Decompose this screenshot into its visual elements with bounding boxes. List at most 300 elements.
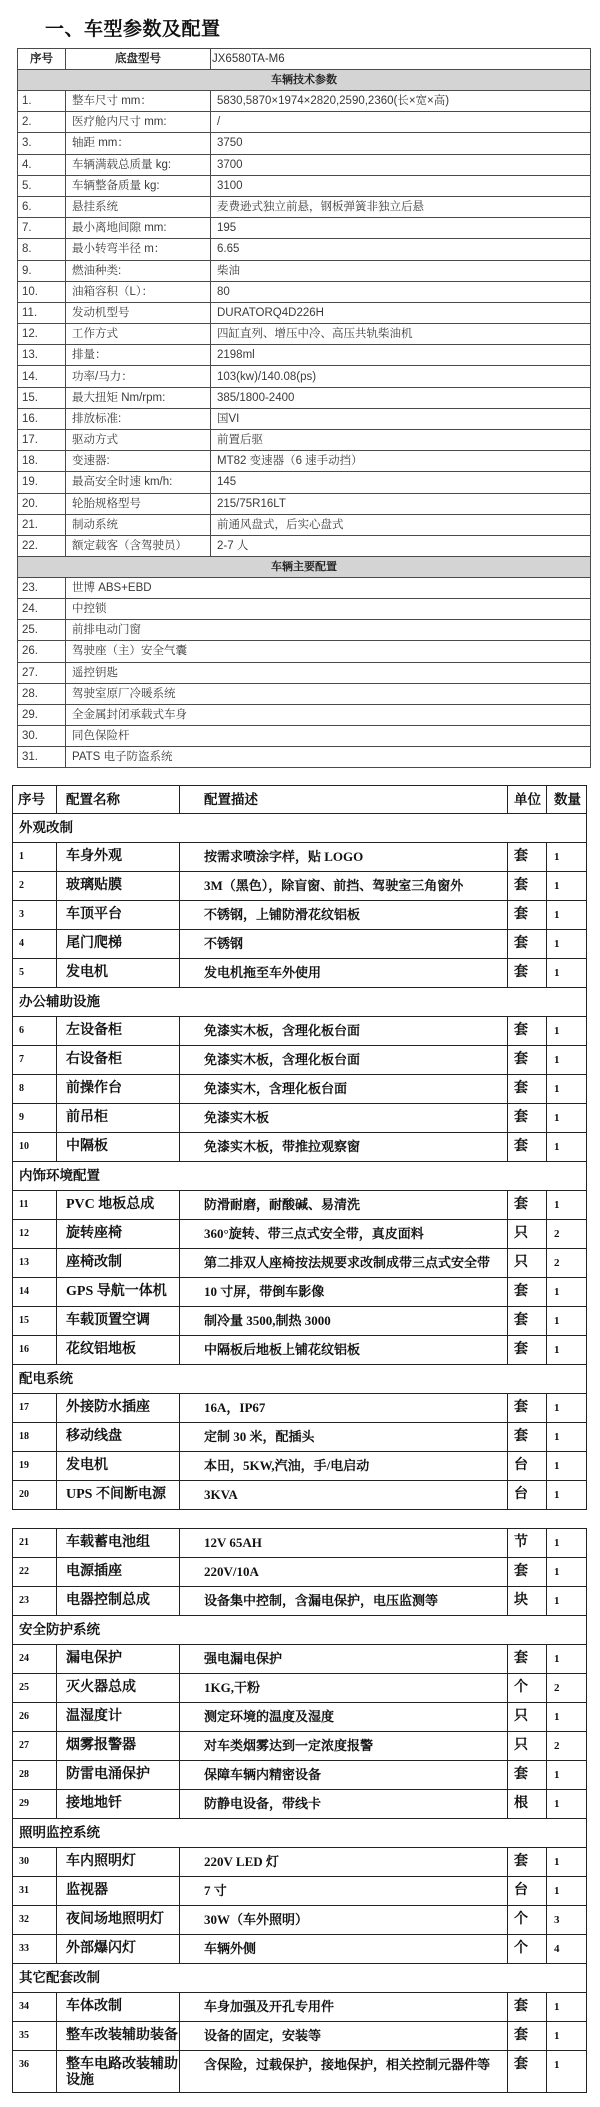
item-description: 防静电设备，带线卡 [180, 1790, 508, 1819]
spec-row [18, 725, 591, 746]
param-name: 排量： [66, 345, 211, 366]
row-number: 23. [18, 578, 66, 599]
column-header-no: 序号 [13, 786, 57, 814]
chassis-model-value: JX6580TA-M6 [211, 49, 591, 70]
row-number: 19. [18, 472, 66, 493]
config-row [13, 901, 587, 930]
row-number: 5. [18, 175, 66, 196]
section-header-row [18, 70, 591, 91]
row-number: 17. [18, 430, 66, 451]
column-header-quantity: 数量 [547, 786, 587, 814]
config-table-body [13, 786, 587, 1510]
config-row [13, 1075, 587, 1104]
param-name: 车辆整备质量 kg: [66, 175, 211, 196]
item-quantity: 1 [547, 1645, 587, 1674]
row-number: 11 [13, 1191, 57, 1220]
item-name: 电源插座 [57, 1558, 180, 1587]
feature-name: PATS 电子防盗系统 [66, 746, 591, 767]
item-description: 发电机拖至车外使用 [180, 959, 508, 988]
row-number: 18. [18, 451, 66, 472]
feature-name: 同色保险杆 [66, 725, 591, 746]
param-value: DURATORQ4D226H [211, 302, 591, 323]
item-quantity: 1 [547, 1394, 587, 1423]
item-quantity: 1 [547, 1278, 587, 1307]
config-row [13, 1790, 587, 1819]
item-unit: 套 [508, 2022, 547, 2051]
item-quantity: 1 [547, 959, 587, 988]
config-row [13, 959, 587, 988]
item-description: 10 寸屏，带倒车影像 [180, 1278, 508, 1307]
item-quantity: 1 [547, 1481, 587, 1510]
item-description: 16A，IP67 [180, 1394, 508, 1423]
item-description: 免漆实木板，含理化板台面 [180, 1046, 508, 1075]
row-number: 6. [18, 196, 66, 217]
item-name: 温湿度计 [57, 1703, 180, 1732]
item-unit: 套 [508, 1017, 547, 1046]
group-title: 照明监控系统 [13, 1819, 587, 1848]
spec-row [18, 133, 591, 154]
param-value: 国VI [211, 408, 591, 429]
section-header-row [18, 557, 591, 578]
item-name: 前吊柜 [57, 1104, 180, 1133]
param-name: 轴距 mm： [66, 133, 211, 154]
item-unit: 套 [508, 1075, 547, 1104]
feature-name: 遥控钥匙 [66, 662, 591, 683]
item-name: 发电机 [57, 959, 180, 988]
param-value: 145 [211, 472, 591, 493]
item-unit: 套 [508, 1336, 547, 1365]
row-number: 24. [18, 599, 66, 620]
config-row [13, 1307, 587, 1336]
row-number: 18 [13, 1423, 57, 1452]
group-header-row [13, 814, 587, 843]
spec-row [18, 578, 591, 599]
item-description: 制冷量 3500,制热 3000 [180, 1307, 508, 1336]
row-number: 27 [13, 1732, 57, 1761]
feature-name: 世博 ABS+EBD [66, 578, 591, 599]
config-row [13, 1191, 587, 1220]
row-number: 15 [13, 1307, 57, 1336]
config-row [13, 1220, 587, 1249]
item-quantity: 3 [547, 1906, 587, 1935]
config-row [13, 1674, 587, 1703]
item-unit: 套 [508, 959, 547, 988]
item-name: 车顶平台 [57, 901, 180, 930]
item-quantity: 1 [547, 1075, 587, 1104]
item-quantity: 1 [547, 1529, 587, 1558]
item-unit: 根 [508, 1790, 547, 1819]
config-row [13, 1761, 587, 1790]
item-description: 本田，5KW,汽油，手/电启动 [180, 1452, 508, 1481]
item-description: 按需求喷涂字样，贴 LOGO [180, 843, 508, 872]
row-number: 29. [18, 704, 66, 725]
group-header-row [13, 1616, 587, 1645]
row-number: 4 [13, 930, 57, 959]
config-row [13, 1935, 587, 1964]
item-unit: 只 [508, 1249, 547, 1278]
feature-name: 驾驶室原厂冷暖系统 [66, 683, 591, 704]
spec-row [18, 683, 591, 704]
row-number: 16. [18, 408, 66, 429]
item-quantity: 1 [547, 1046, 587, 1075]
spec-row [18, 493, 591, 514]
spec-row [18, 366, 591, 387]
config-table-part-1 [12, 785, 587, 1510]
item-name: GPS 导航一体机 [57, 1278, 180, 1307]
config-row [13, 1249, 587, 1278]
param-name: 油箱容积（L）： [66, 281, 211, 302]
config-row [13, 1703, 587, 1732]
item-name: 尾门爬梯 [57, 930, 180, 959]
config-row [13, 930, 587, 959]
item-quantity: 1 [547, 930, 587, 959]
row-number: 9. [18, 260, 66, 281]
item-quantity: 2 [547, 1732, 587, 1761]
item-name: 整车电路改装辅助设施 [57, 2051, 180, 2093]
param-name: 最高安全时速 km/h: [66, 472, 211, 493]
row-number: 31 [13, 1877, 57, 1906]
item-quantity: 1 [547, 872, 587, 901]
config-row [13, 1452, 587, 1481]
item-unit: 只 [508, 1220, 547, 1249]
row-number: 12 [13, 1220, 57, 1249]
item-quantity: 1 [547, 1703, 587, 1732]
param-value: MT82 变速器（6 速手动挡） [211, 451, 591, 472]
item-unit: 套 [508, 1307, 547, 1336]
column-header-chassis: 底盘型号 [66, 49, 211, 70]
spec-row [18, 514, 591, 535]
item-unit: 只 [508, 1732, 547, 1761]
item-name: 车体改制 [57, 1993, 180, 2022]
spec-row [18, 345, 591, 366]
config-row [13, 1877, 587, 1906]
item-name: 防雷电涌保护 [57, 1761, 180, 1790]
row-number: 8 [13, 1075, 57, 1104]
row-number: 31. [18, 746, 66, 767]
item-unit: 套 [508, 843, 547, 872]
spec-row [18, 112, 591, 133]
row-number: 22 [13, 1558, 57, 1587]
item-description: 免漆实木，含理化板台面 [180, 1075, 508, 1104]
group-header-row [13, 1162, 587, 1191]
spec-row [18, 662, 591, 683]
row-number: 20. [18, 493, 66, 514]
group-title: 办公辅助设施 [13, 988, 587, 1017]
spec-row [18, 218, 591, 239]
spec-row [18, 175, 591, 196]
spec-row [18, 281, 591, 302]
row-number: 11. [18, 302, 66, 323]
spec-row [18, 620, 591, 641]
row-number: 16 [13, 1336, 57, 1365]
item-unit: 个 [508, 1935, 547, 1964]
row-number: 21. [18, 514, 66, 535]
item-unit: 套 [508, 1645, 547, 1674]
config-row [13, 1529, 587, 1558]
column-header-description: 配置描述 [180, 786, 508, 814]
spec-row [18, 746, 591, 767]
param-value: 103(kw)/140.08(ps) [211, 366, 591, 387]
item-quantity: 1 [547, 1790, 587, 1819]
item-quantity: 1 [547, 1761, 587, 1790]
item-name: 右设备柜 [57, 1046, 180, 1075]
item-quantity: 1 [547, 1423, 587, 1452]
item-description: 3M（黑色），除盲窗、前挡、驾驶室三角窗外 [180, 872, 508, 901]
item-quantity: 1 [547, 1993, 587, 2022]
item-name: 烟雾报警器 [57, 1732, 180, 1761]
param-name: 功率/马力： [66, 366, 211, 387]
row-number: 8. [18, 239, 66, 260]
column-header-no: 序号 [18, 49, 66, 70]
spec-row [18, 324, 591, 345]
row-number: 30. [18, 725, 66, 746]
item-unit: 套 [508, 1046, 547, 1075]
spec-row [18, 535, 591, 556]
item-name: UPS 不间断电源 [57, 1481, 180, 1510]
row-number: 35 [13, 2022, 57, 2051]
row-number: 17 [13, 1394, 57, 1423]
param-name: 制动系统 [66, 514, 211, 535]
row-number: 9 [13, 1104, 57, 1133]
param-value: 四缸直列、增压中冷、高压共轨柴油机 [211, 324, 591, 345]
item-quantity: 1 [547, 1452, 587, 1481]
item-unit: 套 [508, 1423, 547, 1452]
row-number: 1. [18, 91, 66, 112]
item-name: 接地地钎 [57, 1790, 180, 1819]
spec-header-row [18, 49, 591, 70]
param-name: 变速器: [66, 451, 211, 472]
item-unit: 套 [508, 1848, 547, 1877]
spec-row [18, 704, 591, 725]
row-number: 21 [13, 1529, 57, 1558]
param-value: 前通风盘式，后实心盘式 [211, 514, 591, 535]
item-description: 第二排双人座椅按法规要求改制成带三点式安全带 [180, 1249, 508, 1278]
item-unit: 套 [508, 1394, 547, 1423]
row-number: 2. [18, 112, 66, 133]
spec-row [18, 154, 591, 175]
row-number: 15. [18, 387, 66, 408]
column-header-unit: 单位 [508, 786, 547, 814]
param-value: 麦费逊式独立前悬，钢板弹簧非独立后悬 [211, 196, 591, 217]
param-name: 医疗舱内尺寸 mm: [66, 112, 211, 133]
item-unit: 套 [508, 1993, 547, 2022]
row-number: 26 [13, 1703, 57, 1732]
item-description: 车身加强及开孔专用件 [180, 1993, 508, 2022]
item-name: 玻璃贴膜 [57, 872, 180, 901]
param-name: 额定载客（含驾驶员） [66, 535, 211, 556]
param-value: 385/1800-2400 [211, 387, 591, 408]
param-value: 3100 [211, 175, 591, 196]
row-number: 33 [13, 1935, 57, 1964]
row-number: 29 [13, 1790, 57, 1819]
spec-row [18, 387, 591, 408]
config-row [13, 1046, 587, 1075]
row-number: 36 [13, 2051, 57, 2093]
spec-row [18, 260, 591, 281]
item-description: 车辆外侧 [180, 1935, 508, 1964]
item-name: 前操作台 [57, 1075, 180, 1104]
param-name: 发动机型号 [66, 302, 211, 323]
item-name: 整车改装辅助装备 [57, 2022, 180, 2051]
item-quantity: 1 [547, 1307, 587, 1336]
item-name: 外接防水插座 [57, 1394, 180, 1423]
item-name: 漏电保护 [57, 1645, 180, 1674]
row-number: 27. [18, 662, 66, 683]
group-header-row [13, 1819, 587, 1848]
item-unit: 套 [508, 1558, 547, 1587]
row-number: 3. [18, 133, 66, 154]
param-name: 工作方式 [66, 324, 211, 345]
row-number: 13. [18, 345, 66, 366]
config-row [13, 1732, 587, 1761]
config-row [13, 1848, 587, 1877]
item-quantity: 1 [547, 2022, 587, 2051]
group-title: 内饰环境配置 [13, 1162, 587, 1191]
item-unit: 套 [508, 872, 547, 901]
config-table-body [13, 1529, 587, 2093]
item-name: 车身外观 [57, 843, 180, 872]
config-row [13, 1104, 587, 1133]
item-description: 保障车辆内精密设备 [180, 1761, 508, 1790]
spec-row [18, 472, 591, 493]
row-number: 22. [18, 535, 66, 556]
item-unit: 台 [508, 1481, 547, 1510]
section-title: 车辆主要配置 [18, 557, 591, 578]
item-quantity: 4 [547, 1935, 587, 1964]
row-number: 5 [13, 959, 57, 988]
item-unit: 台 [508, 1877, 547, 1906]
item-quantity: 1 [547, 1133, 587, 1162]
config-row [13, 1423, 587, 1452]
item-unit: 套 [508, 1104, 547, 1133]
row-number: 13 [13, 1249, 57, 1278]
item-name: 移动线盘 [57, 1423, 180, 1452]
config-table-part-2 [12, 1528, 587, 2093]
item-description: 7 寸 [180, 1877, 508, 1906]
param-value: 215/75R16LT [211, 493, 591, 514]
group-header-row [13, 988, 587, 1017]
item-unit: 套 [508, 930, 547, 959]
item-description: 定制 30 米，配插头 [180, 1423, 508, 1452]
item-description: 1KG,干粉 [180, 1674, 508, 1703]
param-value: 前置后驱 [211, 430, 591, 451]
item-description: 不锈钢 [180, 930, 508, 959]
item-description: 对车类烟雾达到一定浓度报警 [180, 1732, 508, 1761]
item-quantity: 1 [547, 1104, 587, 1133]
row-number: 10. [18, 281, 66, 302]
item-quantity: 1 [547, 1336, 587, 1365]
item-quantity: 1 [547, 901, 587, 930]
item-unit: 套 [508, 1191, 547, 1220]
config-row [13, 1278, 587, 1307]
row-number: 2 [13, 872, 57, 901]
param-value: / [211, 112, 591, 133]
param-name: 悬挂系统 [66, 196, 211, 217]
row-number: 14. [18, 366, 66, 387]
row-number: 7 [13, 1046, 57, 1075]
page-title: 一、车型参数及配置 [45, 19, 221, 40]
section-title: 车辆技术参数 [18, 70, 591, 91]
param-name: 轮胎规格型号 [66, 493, 211, 514]
item-name: 车载蓄电池组 [57, 1529, 180, 1558]
item-unit: 个 [508, 1674, 547, 1703]
param-name: 最小离地间隙 mm: [66, 218, 211, 239]
spec-row [18, 196, 591, 217]
item-name: 监视器 [57, 1877, 180, 1906]
item-description: 设备的固定，安装等 [180, 2022, 508, 2051]
item-description: 不锈钢，上铺防滑花纹铝板 [180, 901, 508, 930]
item-name: 旋转座椅 [57, 1220, 180, 1249]
param-value: 柴油 [211, 260, 591, 281]
feature-name: 驾驶座（主）安全气囊 [66, 641, 591, 662]
row-number: 26. [18, 641, 66, 662]
row-number: 3 [13, 901, 57, 930]
item-quantity: 1 [547, 1558, 587, 1587]
item-description: 测定环境的温度及湿度 [180, 1703, 508, 1732]
item-name: 灭火器总成 [57, 1674, 180, 1703]
item-unit: 套 [508, 1278, 547, 1307]
row-number: 25. [18, 620, 66, 641]
config-row [13, 1993, 587, 2022]
spec-row [18, 430, 591, 451]
item-unit: 节 [508, 1529, 547, 1558]
spec-row [18, 451, 591, 472]
row-number: 10 [13, 1133, 57, 1162]
item-quantity: 1 [547, 843, 587, 872]
item-description: 中隔板后地板上铺花纹铝板 [180, 1336, 508, 1365]
item-quantity: 1 [547, 1191, 587, 1220]
feature-name: 前排电动门窗 [66, 620, 591, 641]
param-value: 5830,5870×1974×2820,2590,2360(长×宽×高) [211, 91, 591, 112]
item-description: 免漆实木板，含理化板台面 [180, 1017, 508, 1046]
feature-name: 中控锁 [66, 599, 591, 620]
param-name: 排放标准: [66, 408, 211, 429]
row-number: 7. [18, 218, 66, 239]
group-title: 其它配套改制 [13, 1964, 587, 1993]
item-quantity: 1 [547, 1017, 587, 1046]
item-description: 220V/10A [180, 1558, 508, 1587]
row-number: 12. [18, 324, 66, 345]
spec-row [18, 408, 591, 429]
item-unit: 个 [508, 1906, 547, 1935]
item-description: 防滑耐磨，耐酸碱、易清洗 [180, 1191, 508, 1220]
param-name: 最小转弯半径 m： [66, 239, 211, 260]
param-value: 3700 [211, 154, 591, 175]
config-row [13, 1906, 587, 1935]
spec-row [18, 599, 591, 620]
item-name: 左设备柜 [57, 1017, 180, 1046]
row-number: 1 [13, 843, 57, 872]
item-name: 夜间场地照明灯 [57, 1906, 180, 1935]
param-name: 燃油种类: [66, 260, 211, 281]
item-description: 设备集中控制，含漏电保护，电压监测等 [180, 1587, 508, 1616]
config-row [13, 872, 587, 901]
item-quantity: 2 [547, 1674, 587, 1703]
item-unit: 套 [508, 2051, 547, 2093]
item-unit: 套 [508, 901, 547, 930]
config-row [13, 1336, 587, 1365]
item-name: 电器控制总成 [57, 1587, 180, 1616]
item-quantity: 2 [547, 1220, 587, 1249]
vehicle-spec-table-body [18, 49, 591, 768]
item-description: 220V LED 灯 [180, 1848, 508, 1877]
spec-row [18, 302, 591, 323]
item-name: 外部爆闪灯 [57, 1935, 180, 1964]
group-title: 安全防护系统 [13, 1616, 587, 1645]
item-quantity: 1 [547, 1877, 587, 1906]
config-row [13, 1587, 587, 1616]
item-quantity: 1 [547, 1587, 587, 1616]
